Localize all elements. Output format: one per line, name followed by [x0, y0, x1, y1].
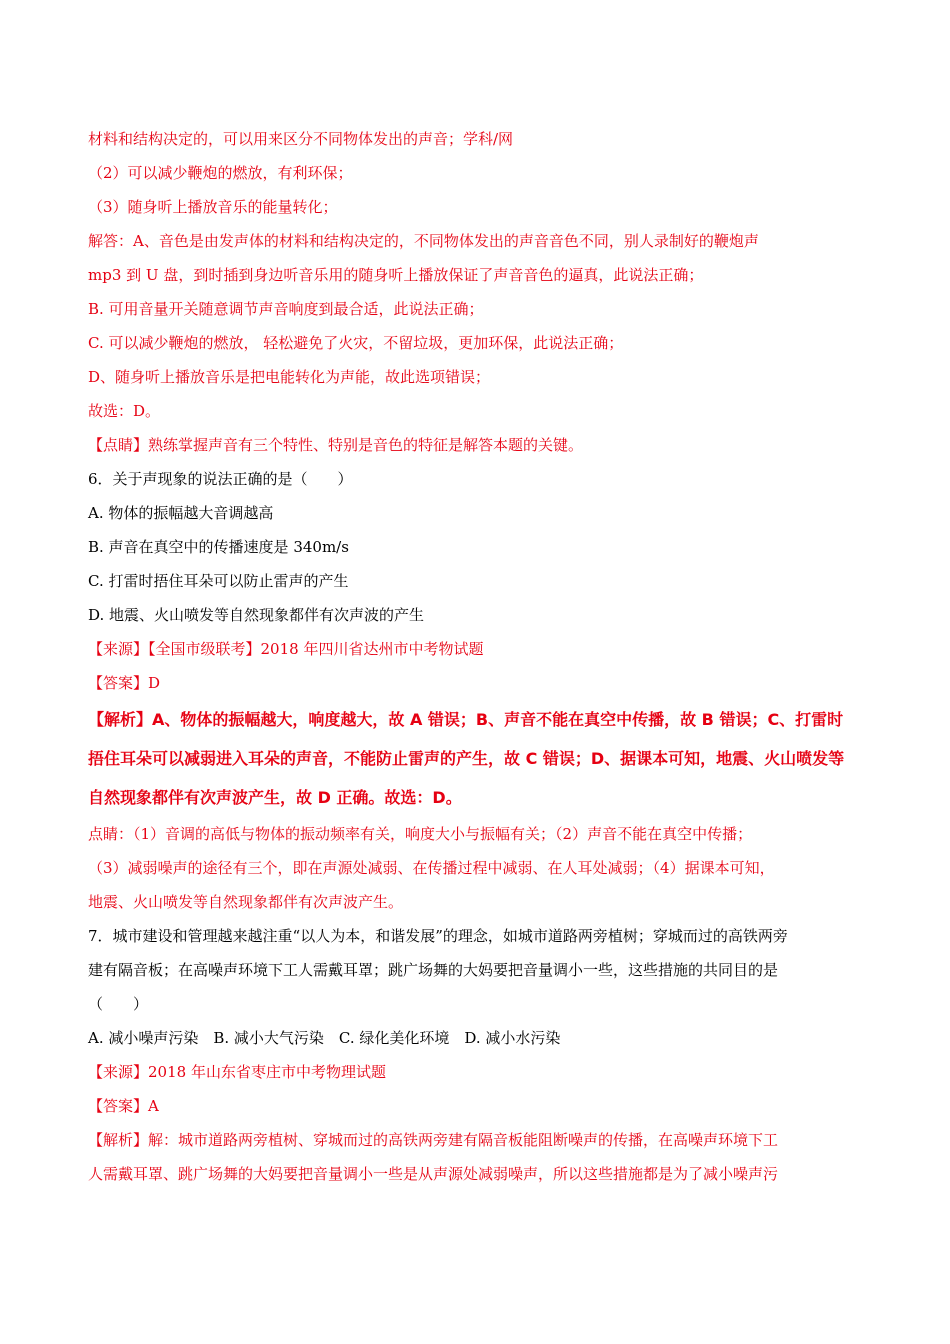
- text-line: B. 可用音量开关随意调节声音响度到最合适，此说法正确；: [88, 300, 484, 318]
- question-6-answer: 【答案】D: [88, 674, 161, 692]
- question-6-stem: 6．关于声现象的说法正确的是（ ）: [88, 470, 353, 488]
- document-body: [88, 122, 868, 1191]
- text-line: 材料和结构决定的，可以用来区分不同物体发出的声音；学科/网: [88, 130, 514, 148]
- question-6-option-d: D. 地震、火山喷发等自然现象都伴有次声波的产生: [88, 606, 425, 624]
- question-7-stem: 建有隔音板；在高噪声环境下工人需戴耳罩；跳广场舞的大妈要把音量调小一些，这些措施的共同目的是: [88, 961, 779, 979]
- text-line: （3）随身听上播放音乐的能量转化；: [88, 198, 338, 216]
- text-line: mp3 到 U 盘，到时插到身边听音乐用的随身听上播放保证了声音音色的逼真，此说法正确；: [88, 266, 704, 284]
- text-line: 解答：A、音色是由发声体的材料和结构决定的，不同物体发出的声音音色不同，别人录制好的鞭炮声: [88, 232, 759, 250]
- text-line: C. 可以减少鞭炮的燃放， 轻松避免了火灾，不留垃圾，更加环保，此说法正确；: [88, 334, 624, 352]
- question-6-analysis: 自然现象都伴有次声波产生，故 D 正确。故选：D。: [88, 788, 462, 807]
- question-6-option-b: B. 声音在真空中的传播速度是 340m/s: [88, 538, 349, 556]
- text-line: D、随身听上播放音乐是把电能转化为声能，故此选项错误；: [88, 368, 491, 386]
- question-6-analysis: 【解析】A、物体的振幅越大，响度越大，故 A 错误；B、声音不能在真空中传播，故 B 错误；C、打雷时: [88, 710, 844, 729]
- question-7-analysis: 人需戴耳罩、跳广场舞的大妈要把音量调小一些是从声源处减弱噪声，所以这些措施都是为了减小噪声污: [88, 1165, 779, 1183]
- question-6-option-c: C. 打雷时捂住耳朵可以防止雷声的产生: [88, 572, 349, 590]
- question-6-note: 地震、火山喷发等自然现象都伴有次声波产生。: [88, 893, 404, 911]
- question-6-source: 【来源】【全国市级联考】2018 年四川省达州市中考物试题: [88, 640, 484, 658]
- note-line: 【点睛】熟练掌握声音有三个特性、特别是音色的特征是解答本题的关键。: [88, 436, 584, 454]
- question-6-note: （3）减弱噪声的途径有三个，即在声源处减弱、在传播过程中减弱、在人耳处减弱；（4）据课本可知，: [88, 859, 775, 877]
- text-line: （2）可以减少鞭炮的燃放，有利环保；: [88, 164, 353, 182]
- question-7-answer: 【答案】A: [88, 1097, 159, 1115]
- question-6-option-a: A. 物体的振幅越大音调越高: [88, 504, 274, 522]
- question-7-stem: （ ）: [88, 995, 149, 1013]
- question-7-source: 【来源】2018 年山东省枣庄市中考物理试题: [88, 1063, 386, 1081]
- question-7-analysis: 【解析】解：城市道路两旁植树、穿城而过的高铁两旁建有隔音板能阻断噪声的传播，在高噪声环境下工: [88, 1131, 779, 1149]
- question-6-analysis: 捂住耳朵可以减弱进入耳朵的声音，不能防止雷声的产生，故 C 错误；D、据课本可知，地震、火山喷发等: [88, 749, 845, 768]
- question-7-stem: 7．城市建设和管理越来越注重“以人为本，和谐发展”的理念，如城市道路两旁植树；穿城而过的高铁两旁: [88, 927, 788, 945]
- question-6-note: 点睛：（1）音调的高低与物体的振动频率有关，响度大小与振幅有关；（2）声音不能在真空中传播；: [88, 825, 753, 843]
- text-line: 故选：D。: [88, 402, 161, 420]
- question-7-options: A. 减小噪声污染 B. 减小大气污染 C. 绿化美化环境 D. 减小水污染: [88, 1029, 561, 1047]
